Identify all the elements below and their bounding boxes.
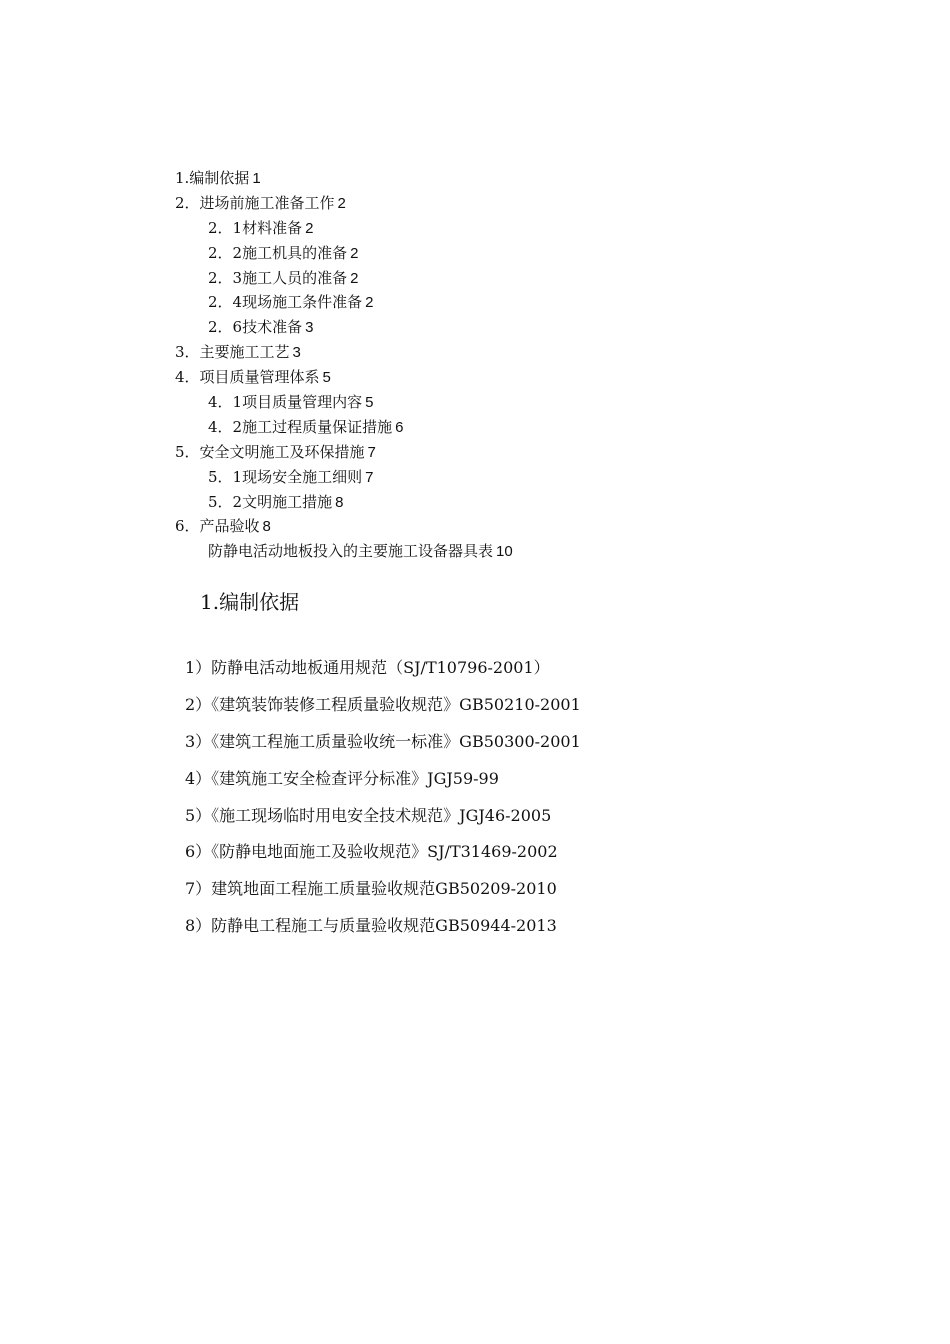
toc-entry[interactable] xyxy=(175,415,875,440)
toc-entry[interactable] xyxy=(175,191,875,216)
toc-entry-page: 8 xyxy=(262,518,271,536)
toc-entry-title: 2．进场前施工准备工作 xyxy=(175,193,335,212)
toc-entry-title: 5．2文明施工措施 xyxy=(208,492,333,511)
toc-entry-title: 2．2施工机具的准备 xyxy=(208,243,348,262)
table-of-contents xyxy=(175,166,875,564)
toc-entry[interactable] xyxy=(175,340,875,365)
toc-entry-title: 5．1现场安全施工细则 xyxy=(208,467,363,486)
toc-entry-title: 6．产品验收 xyxy=(175,517,260,536)
reference-item: 1）防静电活动地板通用规范（SJ/T10796-2001） xyxy=(185,658,550,677)
toc-entry[interactable] xyxy=(175,315,875,340)
reference-item: 8）防静电工程施工与质量验收规范GB50944-2013 xyxy=(185,916,557,936)
toc-entry[interactable] xyxy=(175,166,875,191)
toc-entry-title: 4．2施工过程质量保证措施 xyxy=(208,417,393,436)
toc-entry-page: 2 xyxy=(350,269,359,287)
toc-entry-page: 2 xyxy=(350,244,359,262)
toc-entry-title: 2．4现场施工条件准备 xyxy=(208,293,363,312)
toc-entry-page: 1 xyxy=(252,170,261,187)
toc-entry-page: 5 xyxy=(365,394,374,412)
toc-entry[interactable] xyxy=(175,440,875,465)
toc-entry-title: 5．安全文明施工及环保措施 xyxy=(175,442,365,461)
toc-entry-page: 2 xyxy=(337,194,346,212)
toc-entry[interactable] xyxy=(175,390,875,415)
reference-item: 5）《施工现场临时用电安全技术规范》JGJ46-2005 xyxy=(185,805,552,825)
section-heading: 1.编制依据 xyxy=(200,590,300,614)
toc-entry-title: 2．3施工人员的准备 xyxy=(208,268,348,287)
toc-entry-page: 8 xyxy=(335,493,344,511)
reference-list xyxy=(185,653,885,948)
toc-entry[interactable] xyxy=(175,465,875,490)
toc-entry-title: 1.编制依据 xyxy=(175,169,250,187)
toc-entry-page: 2 xyxy=(365,294,374,312)
toc-entry-page: 7 xyxy=(367,443,376,461)
reference-item: 2）《建筑装饰装修工程质量验收规范》GB50210-2001 xyxy=(185,694,581,714)
toc-entry-title: 4．项目质量管理体系 xyxy=(175,368,320,387)
toc-entry[interactable] xyxy=(175,365,875,390)
toc-entry[interactable] xyxy=(175,514,875,539)
toc-entry[interactable] xyxy=(175,490,875,515)
toc-entry-page: 7 xyxy=(365,468,374,486)
reference-item: 3）《建筑工程施工质量验收统一标准》GB50300-2001 xyxy=(185,731,581,751)
toc-entry-title: 2．1材料准备 xyxy=(208,218,303,237)
toc-entry-title: 4．1项目质量管理内容 xyxy=(208,393,363,412)
toc-entry-page: 3 xyxy=(305,319,314,337)
toc-entry-page: 5 xyxy=(322,369,331,387)
toc-entry-title: 3．主要施工工艺 xyxy=(175,343,290,362)
toc-entry[interactable] xyxy=(175,290,875,315)
toc-entry-page: 6 xyxy=(395,418,404,436)
toc-entry-title: 2．6技术准备 xyxy=(208,318,303,337)
toc-entry-page: 10 xyxy=(496,543,513,561)
reference-item: 6）《防静电地面施工及验收规范》SJ/T31469-2002 xyxy=(185,842,558,862)
toc-entry-page: 2 xyxy=(305,219,314,237)
toc-entry[interactable] xyxy=(175,216,875,241)
toc-entry[interactable] xyxy=(175,266,875,291)
reference-item: 7）建筑地面工程施工质量验收规范GB50209-2010 xyxy=(185,879,557,899)
toc-entry[interactable] xyxy=(175,241,875,266)
toc-entry[interactable] xyxy=(175,539,875,564)
toc-entry-title: 防静电活动地板投入的主要施工设备器具表 xyxy=(208,542,494,561)
reference-item: 4）《建筑施工安全检查评分标准》JGJ59-99 xyxy=(185,768,499,788)
toc-entry-page: 3 xyxy=(292,344,301,362)
